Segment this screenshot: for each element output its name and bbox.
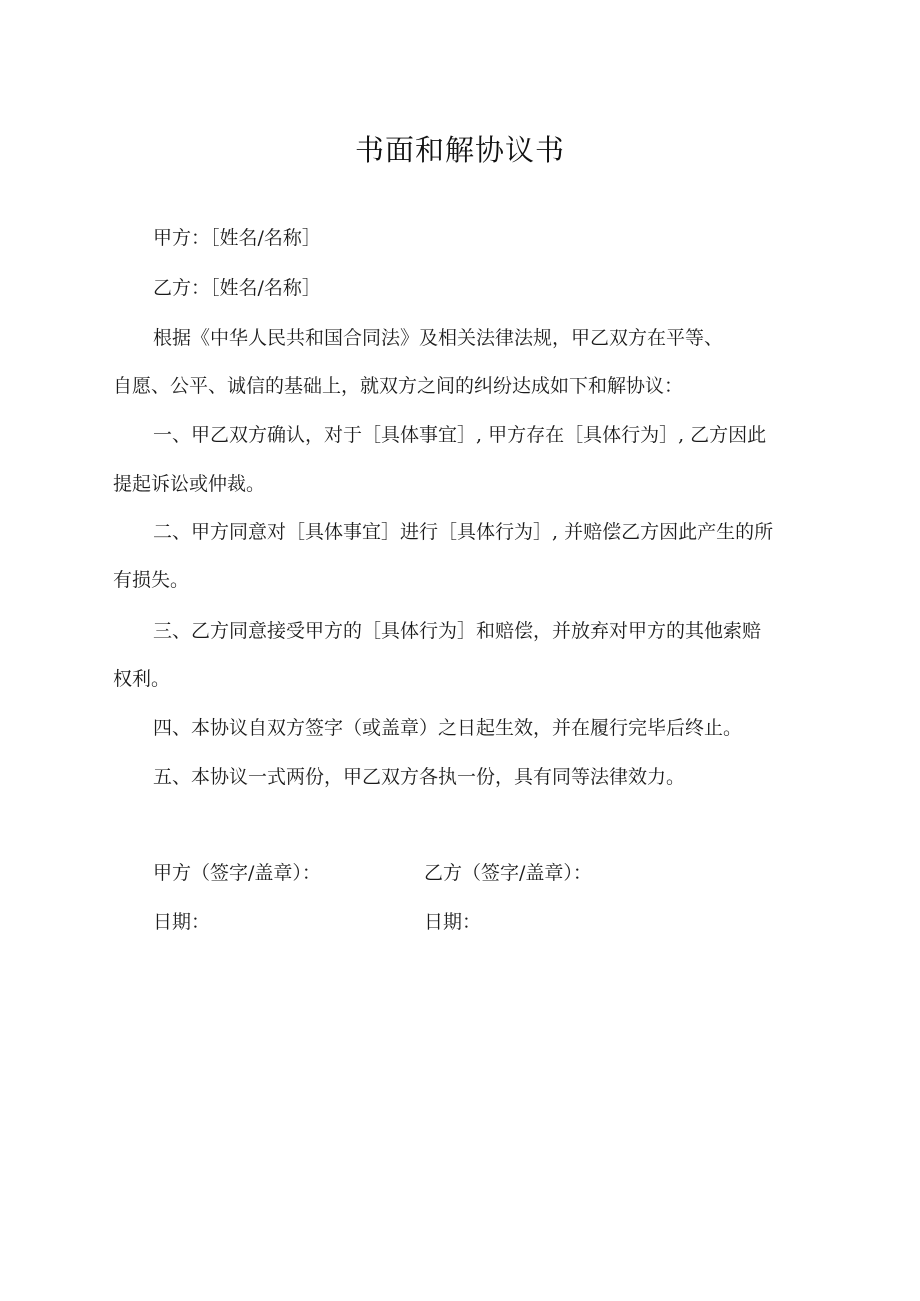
- clause-5: 五、本协议一式两份，甲乙双方各执一份，具有同等法律效力。: [153, 766, 686, 788]
- clause-3-line-1: 三、乙方同意接受甲方的［具体行为］和赔偿，并放弃对甲方的其他索赔: [153, 620, 762, 642]
- clause-1-line-1: 一、甲乙双方确认，对于［具体事宜］, 甲方存在［具体行为］, 乙方因此: [153, 424, 767, 446]
- preamble-line-2: 自愿、公平、诚信的基础上，就双方之间的纠纷达成如下和解协议：: [113, 375, 684, 397]
- clause-2-line-1: 二、甲方同意对［具体事宜］进行［具体行为］, 并赔偿乙方因此产生的所: [153, 521, 774, 543]
- clause-1-line-2: 提起诉讼或仲裁。: [113, 473, 266, 495]
- party-a-signature-label: 甲方（签字/盖章）：: [153, 862, 321, 884]
- party-b-signature-label: 乙方（签字/盖章）：: [424, 862, 592, 884]
- party-b-date-label: 日期：: [424, 911, 482, 933]
- clause-2-line-2: 有损失。: [113, 569, 190, 591]
- preamble-line-1: 根据《中华人民共和国合同法》及相关法律法规，甲乙双方在平等、: [153, 327, 724, 349]
- clause-3-line-2: 权利。: [113, 668, 171, 690]
- document-title: 书面和解协议书: [354, 133, 565, 167]
- party-b-line: 乙方：［姓名/名称］: [153, 277, 321, 299]
- clause-4: 四、本协议自双方签字（或盖章）之日起生效，并在履行完毕后终止。: [153, 717, 743, 739]
- party-a-line: 甲方：［姓名/名称］: [153, 227, 321, 249]
- party-a-date-label: 日期：: [153, 911, 211, 933]
